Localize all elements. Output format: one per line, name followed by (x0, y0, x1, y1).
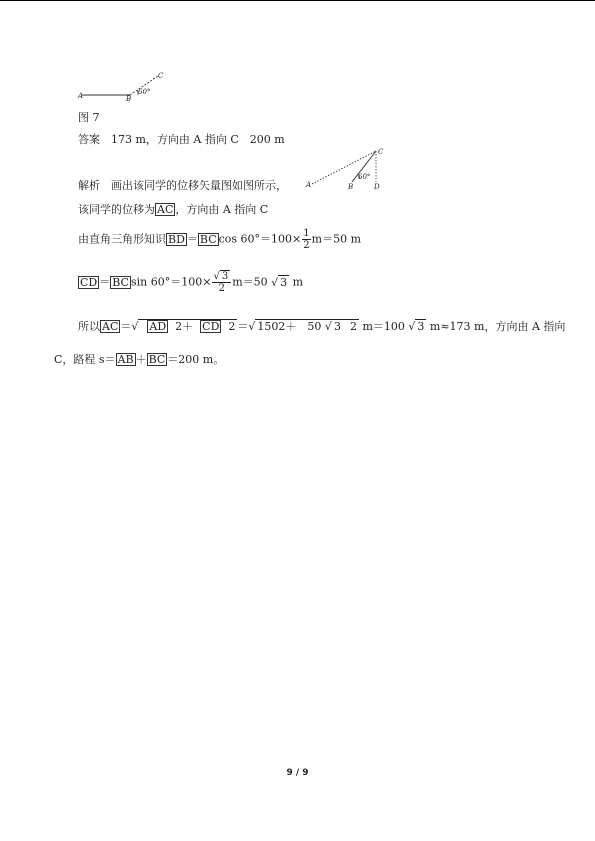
fig2-label-c: C (378, 148, 384, 156)
figure-caption: 图 7 (78, 111, 100, 124)
radicand: 3 (417, 320, 425, 333)
sqrt-symbol: √ 1502＋ 50 √ 3 2 (248, 320, 357, 333)
text: ＝200 m。 (167, 353, 225, 366)
text: 该同学的位移为 (78, 203, 155, 216)
radicand: 3 (333, 320, 341, 333)
fig2-angle: 60° (358, 173, 371, 181)
fig1-label-b: B (126, 95, 132, 103)
analysis-label: 解析 (78, 179, 100, 192)
vector-bd: BD (168, 233, 185, 246)
text: 由直角三角形知识 (78, 232, 166, 246)
analysis-line-2 (78, 203, 268, 217)
answer-label: 答案 (78, 133, 100, 146)
sqrt-symbol: √ AD 2＋ CD 2 (131, 320, 236, 333)
exponent: 2 (349, 320, 357, 333)
exponent: 2 (175, 320, 183, 333)
fraction-numerator (212, 271, 231, 283)
equals: ＝ (99, 275, 111, 289)
radicand-text: 1502＋ 50 (257, 320, 322, 333)
result: m＝50 (232, 275, 268, 289)
vector-bc: BC (112, 276, 129, 289)
vector-ac: AC (157, 203, 174, 216)
answer-text: 173 m，方向由 A 指向 C 200 m (111, 133, 285, 146)
exponent: 2 (228, 320, 236, 333)
plus: ＋ (135, 353, 147, 366)
page-number: 9 / 9 (286, 768, 309, 778)
text: 所以 (78, 320, 100, 333)
result: m＝50 m (311, 232, 361, 246)
equals: ＝ (237, 320, 249, 333)
analysis-line-6 (54, 353, 224, 367)
figure-7-diagram (76, 70, 168, 104)
vector-ac: AC (102, 320, 119, 333)
fraction-denominator: 2 (218, 283, 225, 294)
text: C，路程 s＝ (54, 353, 116, 366)
analysis-line-4 (78, 271, 303, 305)
analysis-intro: 画出该同学的位移矢量图如图所示， (111, 179, 287, 192)
vector-ad: AD (149, 320, 167, 333)
fig1-angle: 60° (138, 88, 151, 96)
analysis-line-1 (78, 179, 287, 193)
sin-expression: sin 60°＝100× (130, 275, 212, 289)
analysis-line-5 (78, 320, 565, 334)
answer-line (78, 133, 285, 147)
fig1-label-c: C (158, 72, 164, 80)
sqrt-symbol: √ 3 (271, 275, 288, 289)
vector-bc: BC (199, 233, 217, 246)
result: m＝100 (362, 320, 405, 333)
fig1-label-a: A (78, 92, 84, 100)
plus: ＋ (182, 320, 194, 333)
fig2-label-a: A (306, 181, 312, 189)
vector-bc: BC (148, 353, 166, 366)
unit: m (292, 275, 304, 289)
equals: ＝ (186, 232, 198, 246)
fraction-denominator: 2 (303, 240, 310, 251)
vector-ab: AB (117, 353, 134, 366)
sqrt-symbol: √ 3 (213, 271, 229, 282)
cos-expression: cos 60°＝100× (218, 232, 302, 246)
page-top-border (0, 0, 595, 1)
radicand: 3 (221, 271, 229, 282)
fraction-sqrt3-over-2 (212, 271, 231, 294)
fraction-numerator: 1 (303, 228, 310, 239)
sqrt-symbol: √ 3 (324, 320, 341, 333)
radicand (255, 319, 359, 333)
fraction-one-half (302, 228, 310, 251)
sqrt-symbol: √ 3 (408, 320, 425, 333)
equals: ＝ (120, 320, 132, 333)
text: ，方向由 A 指向 C (175, 203, 269, 216)
text: m≈173 m，方向由 A 指向 (429, 320, 566, 333)
analysis-line-3 (78, 228, 361, 258)
displacement-diagram (304, 146, 390, 190)
radicand: 3 (280, 275, 288, 289)
vector-cd: CD (80, 276, 98, 289)
fig2-label-d: D (374, 183, 380, 190)
vector-cd: CD (202, 320, 220, 333)
radicand (138, 319, 237, 333)
fig2-label-b: B (348, 183, 354, 190)
